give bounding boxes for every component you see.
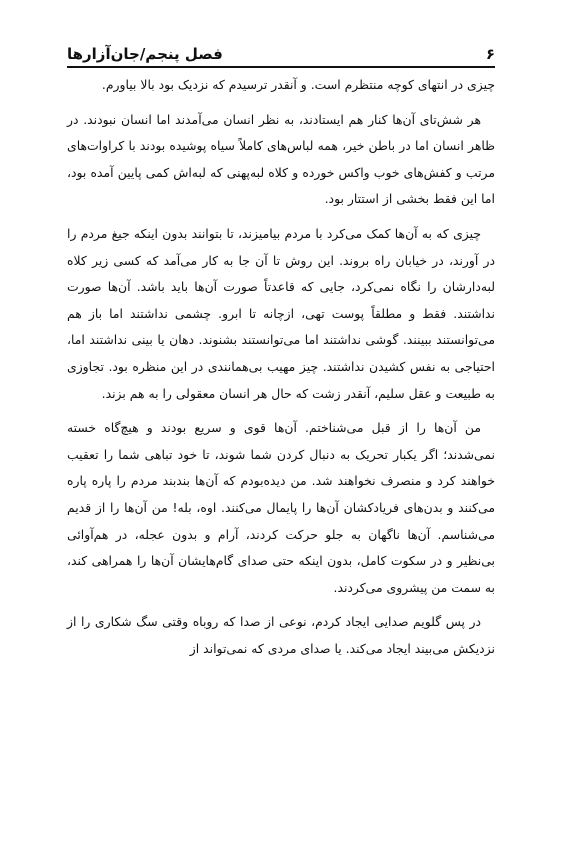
paragraph-4: من آن‌ها را از قبل می‌شناختم. آن‌ها قوی و سریع بودند و هیچ‌گاه خسته نمی‌شدند؛ اگر یکبار تحریک به دنبال کردن شما شوند، تا خود تباهی شما را تعقیب خواهند کرد و منصرف نخواهند شد. من دیده‌بودم که آن‌ها بندبند مردم را پاره پاره می‌کنند و بدن‌های فریادکشان آن‌ها را پایمال می‌کنند. اوه، بله! من آن‌ها را از قدیم می‌شناسم. آن‌ها ناگهان به جلو حرکت کردند، آرام و بدون عجله، در هم‌آوائی بی‌نظیر و در سکوت کامل، بدون اینکه حتی صدای گام‌هایشان آن‌ها را همراهی کند، به سمت من پیشروی می‌کردند. [67,420,495,595]
body-text [67,72,495,662]
paragraph-1: چیزی در انتهای کوچه منتظرم است. و آنقدر ترسیدم که نزدیک بود بالا بیاورم. [101,77,495,92]
chapter-title: فصل پنجم/جان‌آزارها [67,45,223,63]
page-number: ۶ [485,45,495,63]
header-rule [67,66,495,68]
paragraph-2: هر شش‌تای آن‌ها کنار هم ایستادند، به نظر انسان می‌آمدند اما انسان نبودند. در ظاهر انسان اما در باطن خیر، همه لباس‌های کاملاً سیاه پوشیده بودند با کراوات‌های مرتب و کفش‌های خوب واکس خورده و کلاه لبه‌پهنی که لبه‌اش کمی پایین آمده بود، اما این فقط بخشی از استتار بود. [67,111,495,207]
paragraph-3: چیزی که به آن‌ها کمک می‌کرد با مردم بیامیزند، تا بتوانند بدون اینکه جیغ مردم را در آورند، در خیابان راه بروند. این روش تا آن جا به کار می‌آمد که کسی زیر کلاه لبه‌دارشان را نگاه نمی‌کرد، جایی که قاعدتاً صورت آن‌ها باید باشد. آن‌ها صورت نداشتند. فقط و مطلقاً پوست تهی، ازچانه تا ابرو. چشمی نداشتند اما باز هم می‌توانستند ببینند. گوشی نداشتند اما می‌توانستند بشنوند. دهان یا بینی نداشتند اما، احتیاجی به نفس کشیدن نداشتند. چیز مهیب بی‌همانندی در این منظره بود. تجاوزی به طبیعت و عقل سلیم، آنقدر زشت که حال هر انسان معقولی را به هم بزند. [67,225,495,401]
running-header [67,38,495,64]
paragraph-5: در پس گلویم صدایی ایجاد کردم، نوعی از صدا که روباه وقتی سگ شکاری را از نزدیکش می‌بیند ایجاد می‌کند. یا صدای مردی که نمی‌تواند از [67,614,495,656]
